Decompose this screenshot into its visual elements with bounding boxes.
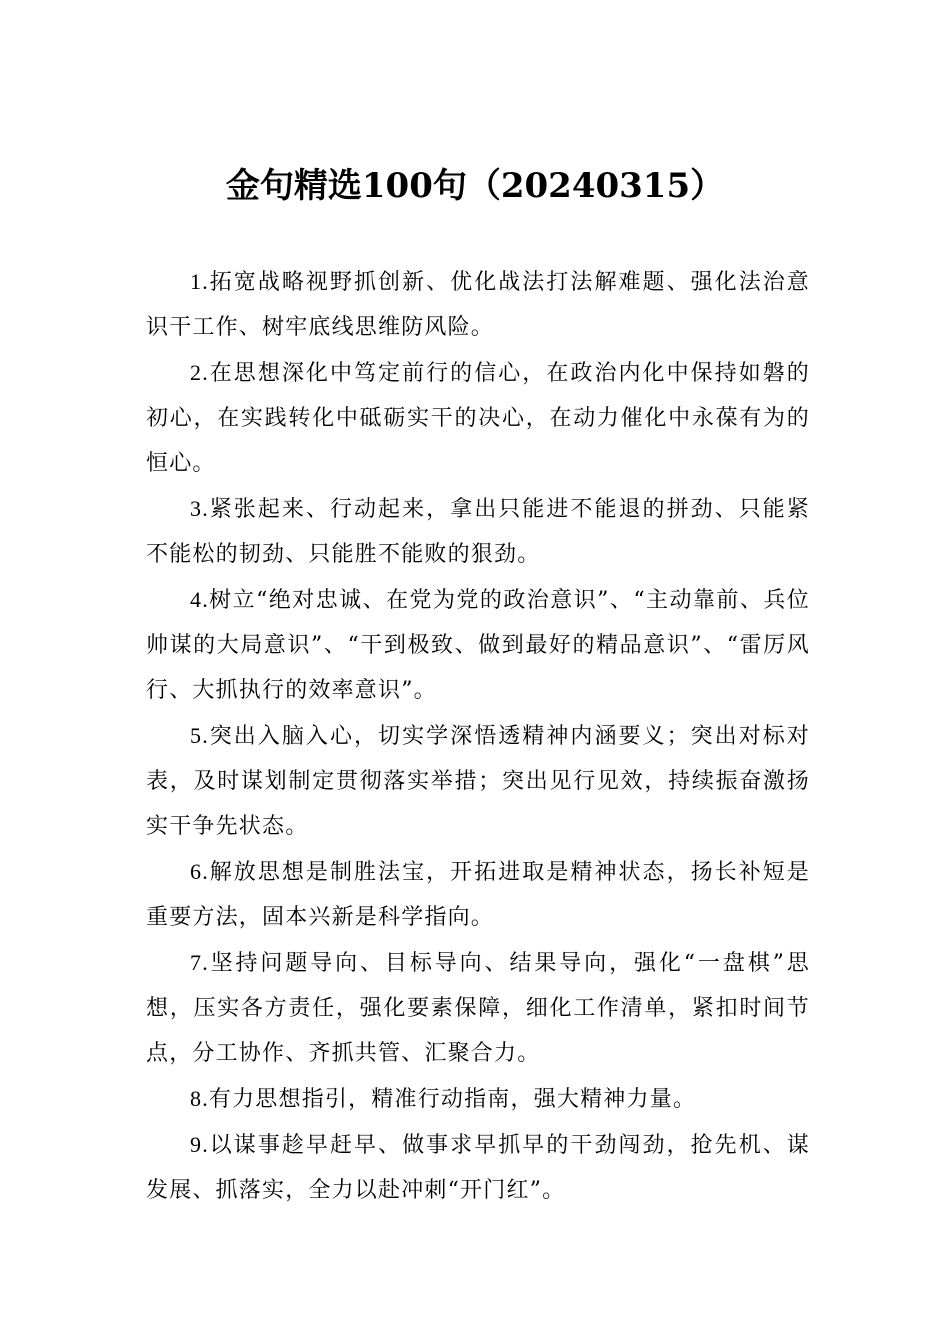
paragraph-number: 9. [190, 1132, 209, 1157]
paragraph-number: 4. [190, 587, 209, 612]
paragraph-text: 解放思想是制胜法宝，开拓进取是精神状态，扬长补短是重要方法，固本兴新是科学指向。 [146, 860, 810, 930]
paragraph-text: 在思想深化中笃定前行的信心，在政治内化中保持如磐的初心，在实践转化中砥砺实干的决心，在动力催化中永葆有为的恒心。 [146, 361, 810, 476]
paragraph-number: 6. [190, 859, 209, 884]
paragraph-8 [146, 1076, 810, 1122]
paragraph-1 [146, 259, 810, 350]
paragraph-number: 3. [190, 496, 209, 521]
paragraph-6 [146, 849, 810, 940]
paragraph-number: 8. [190, 1086, 209, 1111]
paragraph-number: 5. [190, 723, 209, 748]
paragraph-text: 拓宽战略视野抓创新、优化战法打法解难题、强化法治意识干工作、树牢底线思维防风险。 [146, 270, 810, 340]
paragraph-text: 突出入脑入心，切实学深悟透精神内涵要义；突出对标对表，及时谋划制定贯彻落实举措；突出见行见效，持续振奋激扬实干争先状态。 [146, 724, 810, 839]
paragraph-4 [146, 577, 810, 713]
paragraph-5 [146, 713, 810, 849]
paragraph-9 [146, 1122, 810, 1213]
document-body [146, 259, 810, 1213]
paragraph-number: 7. [190, 950, 209, 975]
paragraph-7 [146, 940, 810, 1076]
paragraph-number: 1. [190, 269, 209, 294]
paragraph-number: 2. [190, 360, 209, 385]
paragraph-text: 坚持问题导向、目标导向、结果导向，强化“一盘棋”思想，压实各方责任，强化要素保障，细化工作清单，紧扣时间节点，分工协作、齐抓共管、汇聚合力。 [146, 951, 810, 1066]
paragraph-text: 以谋事趁早赶早、做事求早抓早的干劲闯劲，抢先机、谋发展、抓落实，全力以赴冲刺“开门红”。 [146, 1133, 810, 1203]
paragraph-3 [146, 486, 810, 577]
paragraph-text: 树立“绝对忠诚、在党为党的政治意识”、“主动靠前、兵位帅谋的大局意识”、“干到极致、做到最好的精品意识”、“雷厉风行、大抓执行的效率意识”。 [146, 588, 810, 703]
paragraph-text: 有力思想指引，精准行动指南，强大精神力量。 [208, 1087, 697, 1112]
paragraph-text: 紧张起来、行动起来，拿出只能进不能退的拼劲、只能紧不能松的韧劲、只能胜不能败的狠劲。 [146, 497, 810, 567]
paragraph-2 [146, 350, 810, 486]
document-title: 金句精选100句（20240315） [225, 166, 725, 206]
